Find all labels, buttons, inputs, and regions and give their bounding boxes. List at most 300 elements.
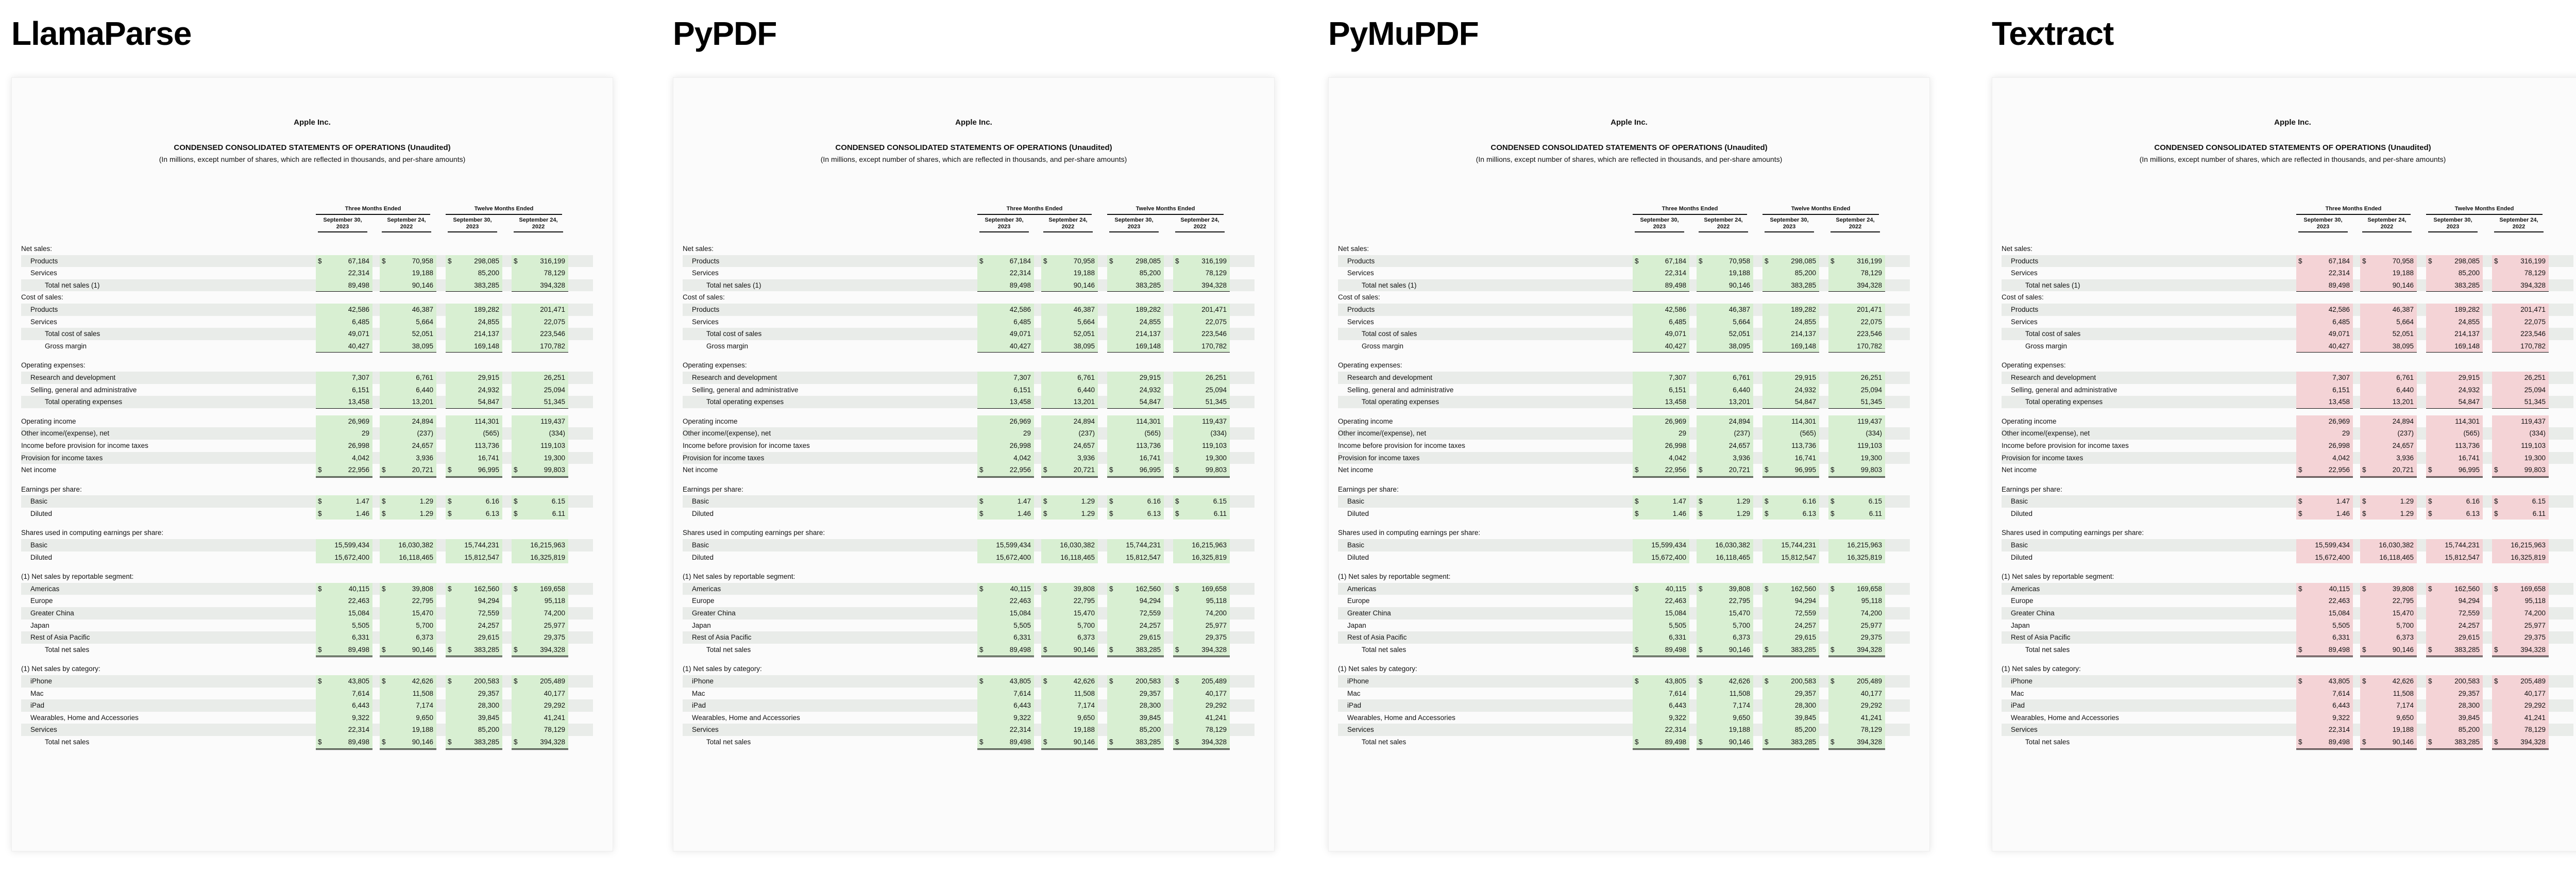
- value-cell: 38,095: [1041, 340, 1098, 353]
- row-label: Gross margin: [45, 342, 87, 350]
- row-label: Provision for income taxes: [21, 454, 103, 462]
- row-spacer: [2002, 656, 2573, 663]
- value-cell: 24,894: [1041, 415, 1098, 428]
- value-cell: 29,375: [512, 631, 568, 644]
- row-label: Basic: [30, 541, 48, 549]
- value-cell: 6,331: [316, 631, 372, 644]
- value-cell: 24,257: [2426, 620, 2483, 632]
- table-row: [2002, 539, 2573, 551]
- table-row: [1338, 372, 1910, 384]
- table-row: [683, 699, 1255, 712]
- table-row: [2002, 508, 2573, 520]
- column-header: September 24, 2022: [382, 217, 431, 232]
- row-spacer: [1338, 408, 1910, 415]
- value-cell: 85,200: [446, 724, 502, 736]
- value-cell: 89,498: [2296, 279, 2353, 292]
- value-cell: 26,998: [1633, 440, 1689, 452]
- value-cell: 11,508: [380, 688, 436, 700]
- row-label: (1) Net sales by reportable segment:: [683, 573, 795, 581]
- table-row: [21, 539, 593, 551]
- value-cell: 29,292: [512, 699, 568, 712]
- column-header: September 24, 2022: [514, 217, 563, 232]
- value-cell: $ 22,956: [2296, 464, 2353, 478]
- row-label: (1) Net sales by reportable segment:: [21, 573, 134, 581]
- value-cell: 223,546: [1173, 328, 1230, 341]
- value-cell: 19,188: [2360, 724, 2417, 736]
- row-label: Diluted: [30, 509, 53, 517]
- value-cell: 26,998: [2296, 440, 2353, 452]
- value-cell: 89,498: [977, 279, 1034, 292]
- column-header: September 30, 2023: [2298, 217, 2348, 232]
- table-row: [2002, 440, 2573, 452]
- value-cell: $ 316,199: [2492, 255, 2549, 267]
- section-heading-row: [2002, 359, 2573, 372]
- value-cell: $ 6.15: [1828, 495, 1885, 508]
- value-cell: 119,103: [2492, 440, 2549, 452]
- row-label: (1) Net sales by category:: [2002, 665, 2081, 673]
- row-label: Total net sales: [45, 738, 90, 746]
- column-header: September 30, 2023: [318, 217, 367, 232]
- value-cell: $ 169,658: [512, 583, 568, 595]
- table-row: [1338, 595, 1910, 607]
- value-cell: 15,084: [316, 607, 372, 620]
- value-cell: $ 20,721: [2360, 464, 2417, 478]
- row-label: Diluted: [692, 509, 714, 517]
- value-cell: $ 169,658: [1173, 583, 1230, 595]
- value-cell: $ 316,199: [1828, 255, 1885, 267]
- value-cell: 22,314: [977, 267, 1034, 279]
- row-label: Products: [2011, 257, 2039, 265]
- table-row: [1338, 427, 1910, 440]
- parser-panel: [1328, 0, 1929, 870]
- value-cell: 15,812,547: [446, 551, 502, 564]
- value-cell: 223,546: [512, 328, 568, 341]
- section-heading-row: [683, 359, 1255, 372]
- value-cell: $ 162,560: [1762, 583, 1819, 595]
- value-cell: $ 89,498: [977, 736, 1034, 750]
- value-cell: $ 90,146: [2360, 736, 2417, 750]
- value-cell: 19,300: [1173, 452, 1230, 464]
- value-cell: 22,314: [2296, 724, 2353, 736]
- section-heading-row: [2002, 291, 2573, 304]
- value-cell: $ 316,199: [512, 255, 568, 267]
- row-label: Total cost of sales: [1362, 330, 1417, 338]
- table-row: [2002, 644, 2573, 656]
- value-cell: 113,736: [2426, 440, 2483, 452]
- value-cell: 9,322: [1633, 712, 1689, 724]
- value-cell: 40,427: [1633, 340, 1689, 353]
- row-label: Gross margin: [2025, 342, 2067, 350]
- value-cell: $ 1.29: [2360, 495, 2417, 508]
- value-cell: 72,559: [446, 607, 502, 620]
- value-cell: 16,118,465: [1697, 551, 1753, 564]
- section-heading-row: [2002, 243, 2573, 255]
- row-label: Total net sales: [1362, 738, 1406, 746]
- table-row: [2002, 712, 2573, 724]
- value-cell: $ 6.16: [446, 495, 502, 508]
- table-row: [2002, 279, 2573, 292]
- value-cell: 119,437: [1173, 415, 1230, 428]
- table-row: [683, 415, 1255, 428]
- value-cell: $ 298,085: [1107, 255, 1164, 267]
- document-header: [12, 118, 613, 163]
- column-header: September 24, 2022: [1831, 217, 1880, 232]
- table-row: [1338, 583, 1910, 595]
- table-row: [683, 724, 1255, 736]
- section-heading-row: [1338, 483, 1910, 496]
- value-cell: $ 40,115: [2296, 583, 2353, 595]
- value-cell: 25,977: [1173, 620, 1230, 632]
- value-cell: 24,855: [446, 316, 502, 328]
- value-cell: 6,485: [316, 316, 372, 328]
- table-row: [1338, 279, 1910, 292]
- value-cell: 78,129: [1173, 724, 1230, 736]
- row-spacer: [1338, 520, 1910, 527]
- section-heading-row: [1338, 663, 1910, 675]
- column-header: September 30, 2023: [1765, 217, 1814, 232]
- row-label: Total operating expenses: [706, 398, 784, 406]
- row-label: Rest of Asia Pacific: [30, 633, 90, 642]
- table-row: [1338, 267, 1910, 279]
- row-label: Selling, general and administrative: [692, 386, 799, 394]
- table-row: [683, 675, 1255, 688]
- section-heading-row: [2002, 663, 2573, 675]
- value-cell: 40,427: [2296, 340, 2353, 353]
- value-cell: 22,795: [1041, 595, 1098, 607]
- value-cell: 9,322: [977, 712, 1034, 724]
- row-label: Europe: [30, 597, 53, 605]
- value-cell: 15,744,231: [1762, 539, 1819, 551]
- value-cell: 38,095: [380, 340, 436, 353]
- table-row: [2002, 427, 2573, 440]
- value-cell: 16,118,465: [2360, 551, 2417, 564]
- value-cell: 52,051: [380, 328, 436, 341]
- value-cell: 7,174: [2360, 699, 2417, 712]
- table-row: [2002, 495, 2573, 508]
- value-cell: 5,505: [2296, 620, 2353, 632]
- row-label: Greater China: [1347, 609, 1391, 617]
- value-cell: 51,345: [1828, 396, 1885, 409]
- value-cell: $ 90,146: [1041, 736, 1098, 750]
- row-label: Americas: [1347, 584, 1377, 593]
- table-row: [2002, 452, 2573, 464]
- table-row: [21, 495, 593, 508]
- value-cell: 119,437: [2492, 415, 2549, 428]
- table-row: [1338, 255, 1910, 267]
- table-row: [21, 724, 593, 736]
- row-label: iPad: [30, 701, 45, 710]
- row-spacer: [21, 656, 593, 663]
- row-label: Gross margin: [1362, 342, 1404, 350]
- value-cell: 16,741: [446, 452, 502, 464]
- column-group-header: Three Months Ended: [1633, 206, 1747, 215]
- value-cell: $ 6.13: [1107, 508, 1164, 520]
- column-header: September 24, 2022: [1175, 217, 1225, 232]
- value-cell: $ 6.15: [512, 495, 568, 508]
- table-row: [21, 595, 593, 607]
- row-label: Services: [30, 269, 57, 277]
- row-label: Diluted: [30, 553, 53, 561]
- row-label: Shares used in computing earnings per share:: [1338, 529, 1481, 537]
- value-cell: 16,030,382: [2360, 539, 2417, 551]
- row-label: Greater China: [692, 609, 736, 617]
- value-cell: 90,146: [1697, 279, 1753, 292]
- value-cell: 72,559: [1107, 607, 1164, 620]
- value-cell: 7,174: [1697, 699, 1753, 712]
- section-heading-row: [1338, 243, 1910, 255]
- row-label: Cost of sales:: [683, 293, 725, 302]
- section-heading-row: [21, 663, 593, 675]
- row-label: Diluted: [1347, 509, 1369, 517]
- value-cell: 39,845: [1762, 712, 1819, 724]
- panel-title: PyPDF: [673, 15, 777, 52]
- value-cell: 52,051: [1041, 328, 1098, 341]
- row-label: Total net sales: [706, 645, 751, 654]
- row-label: Products: [1347, 257, 1375, 265]
- value-cell: $ 42,626: [2360, 675, 2417, 688]
- row-label: (1) Net sales by reportable segment:: [1338, 573, 1451, 581]
- row-label: Net sales:: [683, 245, 714, 253]
- value-cell: $ 383,285: [1762, 736, 1819, 750]
- row-label: Wearables, Home and Accessories: [692, 713, 800, 722]
- table-row: [1338, 736, 1910, 748]
- value-cell: $ 298,085: [446, 255, 502, 267]
- row-label: Europe: [2011, 597, 2033, 605]
- value-cell: 38,095: [2360, 340, 2417, 353]
- table-row: [2002, 675, 2573, 688]
- table-row: [21, 675, 593, 688]
- value-cell: 25,094: [1173, 384, 1230, 396]
- value-cell: 74,200: [2492, 607, 2549, 620]
- value-cell: 29,375: [1828, 631, 1885, 644]
- value-cell: $ 200,583: [1762, 675, 1819, 688]
- value-cell: $ 394,328: [512, 736, 568, 750]
- value-cell: 39,845: [446, 712, 502, 724]
- value-cell: 6,485: [1633, 316, 1689, 328]
- value-cell: $ 394,328: [1173, 644, 1230, 658]
- row-label: Europe: [1347, 597, 1370, 605]
- section-heading-row: [21, 359, 593, 372]
- value-cell: 22,795: [1697, 595, 1753, 607]
- value-cell: 26,998: [977, 440, 1034, 452]
- row-label: Basic: [30, 497, 48, 506]
- section-heading-row: [21, 243, 593, 255]
- value-cell: $ 20,721: [1697, 464, 1753, 478]
- statement-table: [683, 206, 1255, 748]
- value-cell: $ 205,489: [2492, 675, 2549, 688]
- value-cell: 9,650: [1041, 712, 1098, 724]
- table-row: [21, 304, 593, 316]
- value-cell: 189,282: [1107, 304, 1164, 316]
- value-cell: 38,095: [1697, 340, 1753, 353]
- value-cell: 7,307: [977, 372, 1034, 384]
- row-label: Wearables, Home and Accessories: [1347, 713, 1455, 722]
- value-cell: (237): [2360, 427, 2417, 440]
- value-cell: $ 43,805: [2296, 675, 2353, 688]
- row-label: Operating income: [1338, 417, 1393, 425]
- row-label: Net sales:: [2002, 245, 2033, 253]
- row-label: Diluted: [692, 553, 714, 561]
- column-header: September 30, 2023: [1109, 217, 1159, 232]
- value-cell: 189,282: [1762, 304, 1819, 316]
- value-cell: 22,314: [316, 724, 372, 736]
- table-row: [683, 583, 1255, 595]
- row-label: Cost of sales:: [2002, 293, 2044, 302]
- value-cell: 78,129: [512, 724, 568, 736]
- row-label: Other income/(expense), net: [2002, 429, 2090, 438]
- panel-title: LlamaParse: [11, 15, 192, 52]
- value-cell: $ 99,803: [512, 464, 568, 478]
- value-cell: 7,174: [380, 699, 436, 712]
- table-row: [2002, 595, 2573, 607]
- table-row: [683, 508, 1255, 520]
- row-label: Provision for income taxes: [1338, 454, 1420, 462]
- value-cell: 7,307: [1633, 372, 1689, 384]
- value-cell: 26,969: [316, 415, 372, 428]
- value-cell: 40,177: [1828, 688, 1885, 700]
- value-cell: 94,294: [1762, 595, 1819, 607]
- value-cell: 40,177: [512, 688, 568, 700]
- value-cell: 7,307: [2296, 372, 2353, 384]
- value-cell: 74,200: [512, 607, 568, 620]
- value-cell: 189,282: [446, 304, 502, 316]
- value-cell: $ 6.11: [2492, 508, 2549, 520]
- value-cell: 16,325,819: [1828, 551, 1885, 564]
- value-cell: $ 383,285: [446, 644, 502, 658]
- value-cell: $ 42,626: [380, 675, 436, 688]
- value-cell: 24,257: [1107, 620, 1164, 632]
- table-row: [21, 712, 593, 724]
- row-label: Products: [2011, 305, 2039, 313]
- table-row: [1338, 452, 1910, 464]
- table-row: [21, 452, 593, 464]
- value-cell: 52,051: [1697, 328, 1753, 341]
- value-cell: 78,129: [512, 267, 568, 279]
- value-cell: 85,200: [1107, 267, 1164, 279]
- value-cell: 15,470: [2360, 607, 2417, 620]
- value-cell: 214,137: [1107, 328, 1164, 341]
- row-label: Services: [2011, 317, 2038, 326]
- value-cell: $ 162,560: [446, 583, 502, 595]
- statement-title: CONDENSED CONSOLIDATED STATEMENTS OF OPERATIONS (Unaudited): [1490, 143, 1768, 152]
- row-label: Services: [692, 269, 719, 277]
- column-header: September 30, 2023: [448, 217, 497, 232]
- table-row: [1338, 464, 1910, 476]
- value-cell: 19,188: [1697, 724, 1753, 736]
- value-cell: $ 40,115: [1633, 583, 1689, 595]
- table-row: [1338, 699, 1910, 712]
- row-label: Basic: [2011, 541, 2028, 549]
- table-row: [21, 384, 593, 396]
- value-cell: 15,744,231: [2426, 539, 2483, 551]
- row-label: Total net sales (1): [2025, 281, 2080, 289]
- row-label: Services: [1347, 317, 1374, 326]
- table-row: [683, 712, 1255, 724]
- value-cell: $ 298,085: [2426, 255, 2483, 267]
- value-cell: 170,782: [1173, 340, 1230, 353]
- row-spacer: [1338, 476, 1910, 483]
- value-cell: $ 394,328: [2492, 644, 2549, 658]
- row-label: Services: [2011, 269, 2038, 277]
- row-label: Income before provision for income taxes: [683, 441, 810, 449]
- value-cell: $ 67,184: [1633, 255, 1689, 267]
- row-label: Services: [692, 726, 719, 734]
- table-row: [1338, 384, 1910, 396]
- value-cell: $ 1.29: [2360, 508, 2417, 520]
- value-cell: 25,977: [1828, 620, 1885, 632]
- value-cell: 214,137: [446, 328, 502, 341]
- value-cell: 6,373: [2360, 631, 2417, 644]
- row-label: Japan: [692, 621, 711, 629]
- value-cell: 29: [316, 427, 372, 440]
- panel-title: PyMuPDF: [1328, 15, 1479, 52]
- value-cell: 51,345: [1173, 396, 1230, 409]
- row-spacer: [683, 352, 1255, 359]
- row-label: Basic: [1347, 497, 1365, 506]
- value-cell: 25,094: [2492, 384, 2549, 396]
- value-cell: 6,151: [977, 384, 1034, 396]
- value-cell: $ 99,803: [1173, 464, 1230, 478]
- value-cell: $ 99,803: [1828, 464, 1885, 478]
- row-label: Basic: [692, 497, 709, 506]
- value-cell: $ 6.13: [1762, 508, 1819, 520]
- row-label: Total cost of sales: [2025, 330, 2081, 338]
- value-cell: 25,094: [1828, 384, 1885, 396]
- value-cell: 201,471: [512, 304, 568, 316]
- value-cell: 29,615: [446, 631, 502, 644]
- value-cell: 49,071: [977, 328, 1034, 341]
- company-name: Apple Inc.: [2274, 118, 2311, 127]
- section-heading-row: [683, 663, 1255, 675]
- value-cell: 28,300: [1107, 699, 1164, 712]
- value-cell: 6,443: [316, 699, 372, 712]
- row-spacer: [2002, 520, 2573, 527]
- value-cell: 6,331: [977, 631, 1034, 644]
- value-cell: 13,201: [1041, 396, 1098, 409]
- value-cell: 16,741: [1762, 452, 1819, 464]
- value-cell: 22,795: [380, 595, 436, 607]
- table-row: [21, 644, 593, 656]
- value-cell: (565): [2426, 427, 2483, 440]
- column-header: September 30, 2023: [979, 217, 1029, 232]
- value-cell: 49,071: [1633, 328, 1689, 341]
- table-row: [21, 607, 593, 620]
- value-cell: (334): [2492, 427, 2549, 440]
- value-cell: $ 89,498: [316, 644, 372, 658]
- value-cell: 29,292: [1173, 699, 1230, 712]
- value-cell: 15,744,231: [1107, 539, 1164, 551]
- value-cell: 24,257: [446, 620, 502, 632]
- value-cell: 114,301: [1107, 415, 1164, 428]
- value-cell: 6,443: [977, 699, 1034, 712]
- value-cell: 29: [977, 427, 1034, 440]
- value-cell: 16,215,963: [2492, 539, 2549, 551]
- value-cell: 24,932: [1762, 384, 1819, 396]
- table-row: [21, 688, 593, 700]
- row-label: Japan: [1347, 621, 1366, 629]
- row-label: Net sales:: [1338, 245, 1369, 253]
- value-cell: 26,969: [2296, 415, 2353, 428]
- value-cell: $ 6.16: [1762, 495, 1819, 508]
- value-cell: 29,615: [1107, 631, 1164, 644]
- value-cell: 16,741: [1107, 452, 1164, 464]
- value-cell: 6,151: [2296, 384, 2353, 396]
- row-label: Basic: [692, 541, 709, 549]
- value-cell: 201,471: [1173, 304, 1230, 316]
- value-cell: 13,201: [2360, 396, 2417, 409]
- table-row: [2002, 340, 2573, 353]
- table-row: [1338, 316, 1910, 328]
